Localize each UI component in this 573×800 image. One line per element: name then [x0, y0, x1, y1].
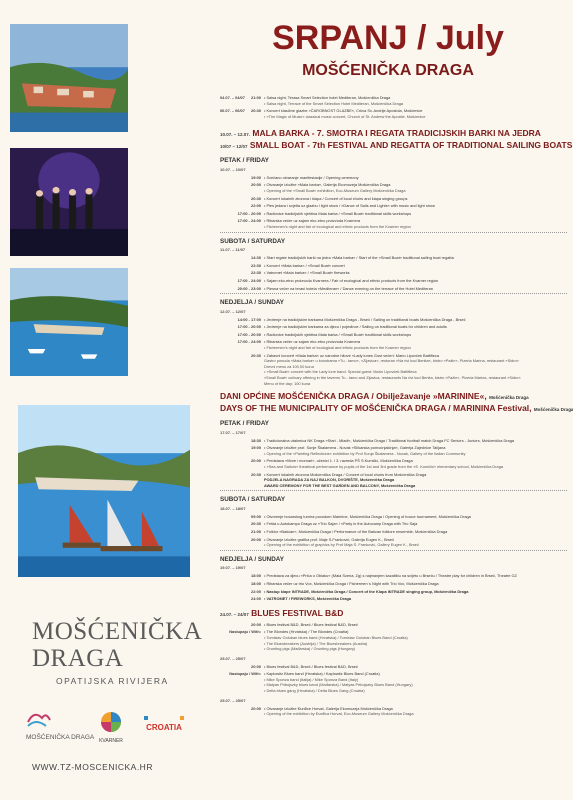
page-title: SRPANJ / July — [272, 19, 504, 57]
event-row — [220, 464, 567, 470]
logo3-text: CROATIA — [146, 723, 182, 732]
brand-region: OPATIJSKA RIVIJERA — [56, 676, 169, 686]
event-text: • Svečano otvaranje manifestacije / Opening ceremony — [264, 174, 359, 180]
event-text: • Tomislav Goluban blues band (Hrvatska) / Tomislav Goluban Blues Band (Croatia) — [264, 634, 408, 640]
event-time: 22:30 — [251, 262, 261, 268]
event-time: 20:00 - 23:00 — [237, 285, 261, 291]
event-text: • Fešta u Autokampu Draga uz »Trio Saja« / »Party in the Autocamp Draga with Trio Saja — [264, 521, 418, 527]
day-events — [220, 255, 567, 291]
event-row — [220, 317, 567, 323]
event-text: • Otvaranje izložbe »Mala barka«, Galerija Ekomuzeja Mošćenička Draga — [264, 182, 391, 188]
day-date: 10.07. – 10/07 — [220, 166, 246, 172]
event-time — [246, 345, 264, 351]
logo-kvarner — [90, 708, 132, 748]
event-time: 20:30 — [251, 471, 261, 477]
day-heading: PETAK / FRIDAY — [220, 420, 269, 428]
event-text: • Sajam eko-etno proizvoda Kvarnera / Fair of ecological and ethnic products from the Kvarner region — [264, 277, 439, 283]
day-heading: NEDJELJA / SUNDAY — [220, 555, 284, 563]
event-row — [220, 324, 567, 330]
event-time: 20:00 — [251, 621, 261, 627]
event-row — [220, 332, 567, 338]
event-row — [220, 483, 567, 489]
event-time: 18:00 — [251, 573, 261, 579]
day-events — [220, 317, 567, 387]
event-row — [220, 224, 567, 230]
brand-name-line1: MOŠĆENIČKA — [32, 618, 203, 645]
photo-coast-sailing — [18, 405, 190, 577]
event-time — [246, 646, 264, 652]
event-time: Nastupaju / With: — [229, 629, 261, 635]
event-time: 17:00 - 20:00 — [237, 331, 261, 337]
event-time — [246, 688, 264, 694]
event-row — [220, 622, 567, 628]
event-text: Menu of the day: 100 kuna — [264, 380, 311, 386]
event-text: • Mike Sponza band (Italija) / Mike Sponza Band (Italy) — [264, 676, 359, 682]
programme — [220, 95, 573, 717]
event-text: • Ribarska večer uz sajam eko-etno proizvoda Kvarnera — [264, 339, 361, 345]
day-date: 11.07. – 11/07 — [220, 247, 246, 253]
event-time — [246, 224, 264, 230]
event-text: • Otvaranje izložbe grafika prof. Maje S.Franković, Galerija Eugen K., Brseč — [264, 536, 395, 542]
event-row — [220, 451, 567, 457]
event-row — [220, 596, 567, 602]
event-row — [220, 573, 567, 579]
event-time: 17:00 - 24:00 — [237, 277, 261, 283]
logo-croatia — [140, 708, 188, 748]
day-events — [220, 175, 567, 230]
event-row — [220, 345, 567, 351]
logo2-text: KVARNER — [99, 738, 123, 744]
event-time — [246, 711, 264, 717]
event-time — [246, 483, 264, 489]
event-time: 20:00 — [251, 536, 261, 542]
event-text: Drevni menu za 100,00 kuna — [264, 363, 314, 369]
left-column — [0, 0, 203, 800]
event-text: • Vatromet »Mala barka« / »Small Boat« fireworks — [264, 270, 350, 276]
event-time: 17:00 - 24:00 — [237, 218, 261, 224]
event-row — [220, 381, 567, 387]
event-text: • The Bluesbreakers (Austrija) / The Bluesbreakers (Austria) — [264, 640, 368, 646]
day-heading: NEDJELJA / SUNDAY — [220, 299, 284, 307]
event-text: • Plesna večer na terasi hotela »Mediteran« / Dance evening on the terrace of the Hotel Mediteran — [264, 285, 433, 291]
event-time: Nastupaju / With: — [229, 671, 261, 677]
event-text: • Opening of the exhibition by Đurđica Horvat, Eco-Museum Gallery Mošćenička Draga — [264, 711, 414, 717]
event-text: • Zabavni koncert »Mala barka« uz narodne hitove »Lady lunes Gost večeri: Mario Lipovček Battifieca — [264, 352, 440, 358]
event-text: • Tradicionalna utakmica NK Draga »Stari - Mladi«, Mošćenička Draga / Traditional football match Draga FC Seniors - Juniors, Mošćenička Draga — [264, 437, 515, 443]
event-text: • Koncert lokalnih zborova i klapa / Concert of local choirs and klapa singing groups — [264, 195, 408, 201]
event-text: • Ribarska večer uz sajam eko-etno proizvoda Kvarnera — [264, 218, 361, 224]
event-row — [220, 664, 567, 670]
event-row — [220, 211, 567, 217]
event-row — [220, 175, 567, 181]
event-row — [220, 688, 567, 694]
logo-moscenicka-draga — [24, 708, 95, 748]
event-text: • Opening of the »Painting Reflections« exhibition by Prof Sonja Škalamera - Novak, Gallery of the Italian Community — [264, 450, 466, 456]
event-time: 19:00 — [251, 174, 261, 180]
day-heading: SUBOTA / SATURDAY — [220, 237, 286, 245]
event-text: • Koncert »Mala barka« / »Small Boat« concert — [264, 262, 345, 268]
event-text: • VATROMET / FIREWORKS, Mošćenička Draga — [264, 596, 352, 602]
day-events — [220, 622, 567, 652]
event-row: • Salsa night, Terrace of the Smart Selection Hotel Mediteran, Mošćenička Draga — [264, 100, 404, 106]
event-text: • Start regate tradicijskih barki na jedra »Mala barka« / Start of the »Small Boat« traditional sailing boat regatta — [264, 255, 454, 261]
event-text: • Matyas Pribojszky blues band (Mađarska) / Matyas Pribojszky Blues Band (Hungary) — [264, 682, 413, 688]
event-row — [220, 286, 567, 292]
day-events — [220, 664, 567, 694]
event-time: 20:00 — [251, 663, 261, 669]
event-text: Gastro ponuda »Mala barka« u konobama »Tu - tamo«, »Zijavica«, restoran »Na rivi kod Benita«, bistro »Pažin«, Pizeria Marina, restaurant »Sidro« — [264, 358, 519, 364]
website-url[interactable]: WWW.TZ-MOSCENICKA.HR — [32, 762, 153, 772]
event-text: • Nastup klape INTRADE, Mošćenička Draga / Concert of the Klapa INTRADE singing group, Mošćenička Draga — [264, 588, 469, 594]
event-time: 20:00 — [251, 182, 261, 188]
photo-bay-boats — [10, 268, 128, 376]
event-text: • Kaplowitz Blues band (Hrvatska) / Kaplowitz Blues Band (Croatia) — [264, 671, 380, 677]
event-time: 20:30 — [251, 195, 261, 201]
brand-name-line2: DRAGA — [32, 645, 124, 672]
event-time: 22:30 — [251, 270, 261, 276]
event-time: 21:00 — [251, 529, 261, 535]
page-subtitle: MOŠĆENIČKA DRAGA — [302, 62, 474, 79]
event-row — [220, 196, 567, 202]
event-time: 14:30 — [251, 255, 261, 261]
event-time: 22:00 — [251, 588, 261, 594]
event-text: • Blues festival B&D, Brseč / Blues festival B&D, Brseč — [264, 621, 358, 627]
event-time: 17:00 - 24:00 — [237, 339, 261, 345]
event-row — [220, 589, 567, 595]
event-time: 20:00 — [251, 705, 261, 711]
event-text: • Ribarska večer uz trio Vox, Mošćenička Draga / Fishermen´s Night with Trio Vox, Mošćenička Draga — [264, 580, 439, 586]
event-row — [220, 529, 567, 535]
event-row — [220, 514, 567, 520]
event-time: 20:30 — [251, 352, 261, 358]
event-text: • »Small Boat« concert with the Lady lune band. Special guest: Mario Lipovček Battifieca — [264, 369, 417, 375]
event-text: • Opening of the exhibition of graphics by Prof Maja S. Franković, Gallery Eugen K., Brseč — [264, 542, 419, 548]
event-time: 14:00 - 17:00 — [237, 316, 261, 322]
event-time: 18:30 — [251, 437, 261, 443]
day-date: 25.07. – 25/07 — [220, 655, 246, 661]
right-column — [198, 0, 573, 800]
event-text: »Small Boat« culinary offering in the taverns Tu - tamo and Zijavica, restaurants Na rivi kod Benita, bistro »Pažin«, Pizeria Marina, restaurant »Sidro« — [264, 374, 521, 380]
day-date: 17.07. – 17/07 — [220, 429, 246, 435]
day-events — [220, 438, 567, 489]
event-text: • Folklor »Bašćan«, Mošćenička Draga / Performance of the Bašćan folklore ensemble, Mošćenička Draga — [264, 529, 448, 535]
festival-heading-small-boat: 10/07 – 12/07 SMALL BOAT - 7th FESTIVAL AND REGATTA OF TRADITIONAL SAILING BOATS — [220, 140, 573, 151]
event-row — [220, 203, 567, 209]
brand-name — [32, 618, 203, 672]
event-text: • Predstava za djecu »Priča o Oblaku« (Mala Scena, Zg) s najmanjem kazalištu na svijetu u Brseču / Theatre play for children in Brseč, Theatre GZ — [264, 573, 517, 579]
event-text: • »Sea and Sailors« theatrical performance by pupils of the 1st and 3rd grade from the »E. Kumičić« elementary school, Mošćenička Draga — [264, 464, 504, 469]
event-time: 17:00 - 20:00 — [237, 210, 261, 216]
event-row — [220, 270, 567, 276]
event-time — [246, 381, 264, 387]
event-time: 22:00 — [251, 203, 261, 209]
event-time: 20:00 — [251, 458, 261, 464]
event-text: • Radionice tradicijskih vještina Mala barka / »Small Boat« traditional skills workshops — [264, 210, 412, 216]
event-row — [220, 278, 567, 284]
event-row — [220, 255, 567, 261]
event-text: • Koncert lokalnih zborova Mošćenička Draga / Concert of local choirs from Mošćenička Draga — [264, 471, 427, 477]
day-date: 25.07. – 25/07 — [220, 697, 246, 703]
event-row — [220, 646, 567, 652]
event-row: • »The Magic of Music« classical music concert, Church of St. Andrew the Apostle, Mošćenice — [264, 113, 426, 119]
photo-village-aerial — [10, 24, 128, 132]
festival-heading-days-municipality: DAYS OF THE MUNICIPALITY OF MOŠĆENIČKA DRAGA / MARININA Festival, Mošćenička Draga — [220, 403, 573, 414]
event-text: • Jedrenje na tradicijskim barkama za djecu i pojedince / Sailing on traditional boats for children and adults — [264, 324, 447, 330]
event-text: • Opening of the »Small Boat« exhibition, Eco-Museum Gallery Mošćenička Draga — [264, 188, 406, 194]
festival-heading-blues: 24.07. – 24/07 BLUES FESTIVAL B&D — [220, 607, 344, 618]
event-row — [220, 542, 567, 548]
event-text: • Fishermen's night and fair of ecological and ethnic products from the Kvarner region — [264, 224, 411, 230]
event-time: 24:00 — [251, 596, 261, 602]
event-row: 04.07. – 04/07 21:00 • Salsa night, Terasa Smart Selection hotel Mediteran, Mošćenička Draga — [220, 95, 391, 100]
logo1-text: MOŠĆENIČKA DRAGA — [26, 734, 95, 741]
event-time: 19:00 — [251, 445, 261, 451]
event-row: 06.07. – 06/07 20:30 • Koncert klasične glazbe »ČAROBNOST GLAZBE«, Crkva Sv. Andrije Apostola, Mošćenice — [220, 108, 423, 114]
day-date: 18.07. – 18/07 — [220, 505, 246, 511]
event-text: AWARD CEREMONY FOR THE BEST GARDEN AND BALCONY, Mošćenička Draga — [264, 482, 416, 488]
event-row — [220, 581, 567, 587]
event-time — [246, 188, 264, 194]
event-text: • Fishermen's night and fair of ecological and ethnic products from the Kvarner region — [264, 344, 411, 350]
event-time: 20:30 — [251, 521, 261, 527]
day-heading: SUBOTA / SATURDAY — [220, 496, 286, 504]
event-row — [220, 521, 567, 527]
event-text: • Ples jedara i svjetla uz glazbu i light show / »Dance of Sails and Lights« with music and light show — [264, 203, 435, 209]
event-text: • Radionice tradicijskih vještina Mala barka / »Small Boat« traditional skills workshops — [264, 331, 412, 337]
event-text: • Otvaranje izložbe Đurđice Horvat, Galerija Ekomuzeja Mošćenička Draga — [264, 705, 393, 711]
event-text: PODJELA NAGRADA ZA NAJ BALKON, DVORIŠTE, Mošćenička Draga — [264, 477, 395, 483]
photo-concert-stage — [10, 148, 128, 256]
festival-heading-dani-opcine: DANI OPĆINE MOŠĆENIČKA DRAGA / Obilježavanje »MARININE«, Mošćenička Draga — [220, 391, 529, 402]
event-time — [246, 542, 264, 548]
event-text: • Otvorenje boćarskog turnira povodom Marinine, Mošćenička Draga / Opening of bocce tournament, Mošćenička Draga — [264, 513, 471, 519]
event-time: 18:00 — [251, 580, 261, 586]
event-row — [220, 188, 567, 194]
event-text: • The Blondes (Hrvatska) / The Blondes (Croatia) — [264, 629, 349, 635]
day-heading: PETAK / FRIDAY — [220, 157, 269, 165]
event-row — [220, 438, 567, 444]
festival-heading-mala-barka: 10.07. – 12.07. MALA BARKA - 7. SMOTRA I REGATA TRADICIJSKIH BARKI NA JEDRA — [220, 128, 541, 139]
event-time — [246, 464, 264, 470]
day-events — [220, 573, 567, 601]
event-text: • Delta blues gang (Hrvatska) / Delta Blues Gang (Croatia) — [264, 688, 365, 694]
event-row — [220, 711, 567, 717]
event-text: • Blues festival B&D, Brseč / Blues festival B&D, Brseč — [264, 663, 358, 669]
day-events — [220, 706, 567, 717]
event-text: • Predstava »More i mornari«, učenici 1. i 3. razreda PŠ S.Kumičić, Mošćenička Draga — [264, 458, 413, 464]
event-text: • Grunting pigs (Mađarska) / Grunting pigs (Hungary) — [264, 646, 356, 652]
event-time — [246, 451, 264, 457]
event-time: 09:00 — [251, 513, 261, 519]
event-text: • Otvaranje izložbe prof. Sonje Škalamera - Novak »Slikarska pomoćnjakinja«, Galerija Zajednice Talijana — [264, 445, 446, 451]
day-date: 12.07. – 12/07 — [220, 308, 246, 314]
event-text: • Jedrenje na tradicijskim barkama Mošćenička Draga - Brseč / Sailing on traditional boats Mošćenička Draga - Brseč — [264, 316, 466, 322]
event-row — [220, 263, 567, 269]
day-date: 19.07. – 19/07 — [220, 565, 246, 571]
event-time: 17:00 - 20:00 — [237, 324, 261, 330]
day-events — [220, 514, 567, 548]
